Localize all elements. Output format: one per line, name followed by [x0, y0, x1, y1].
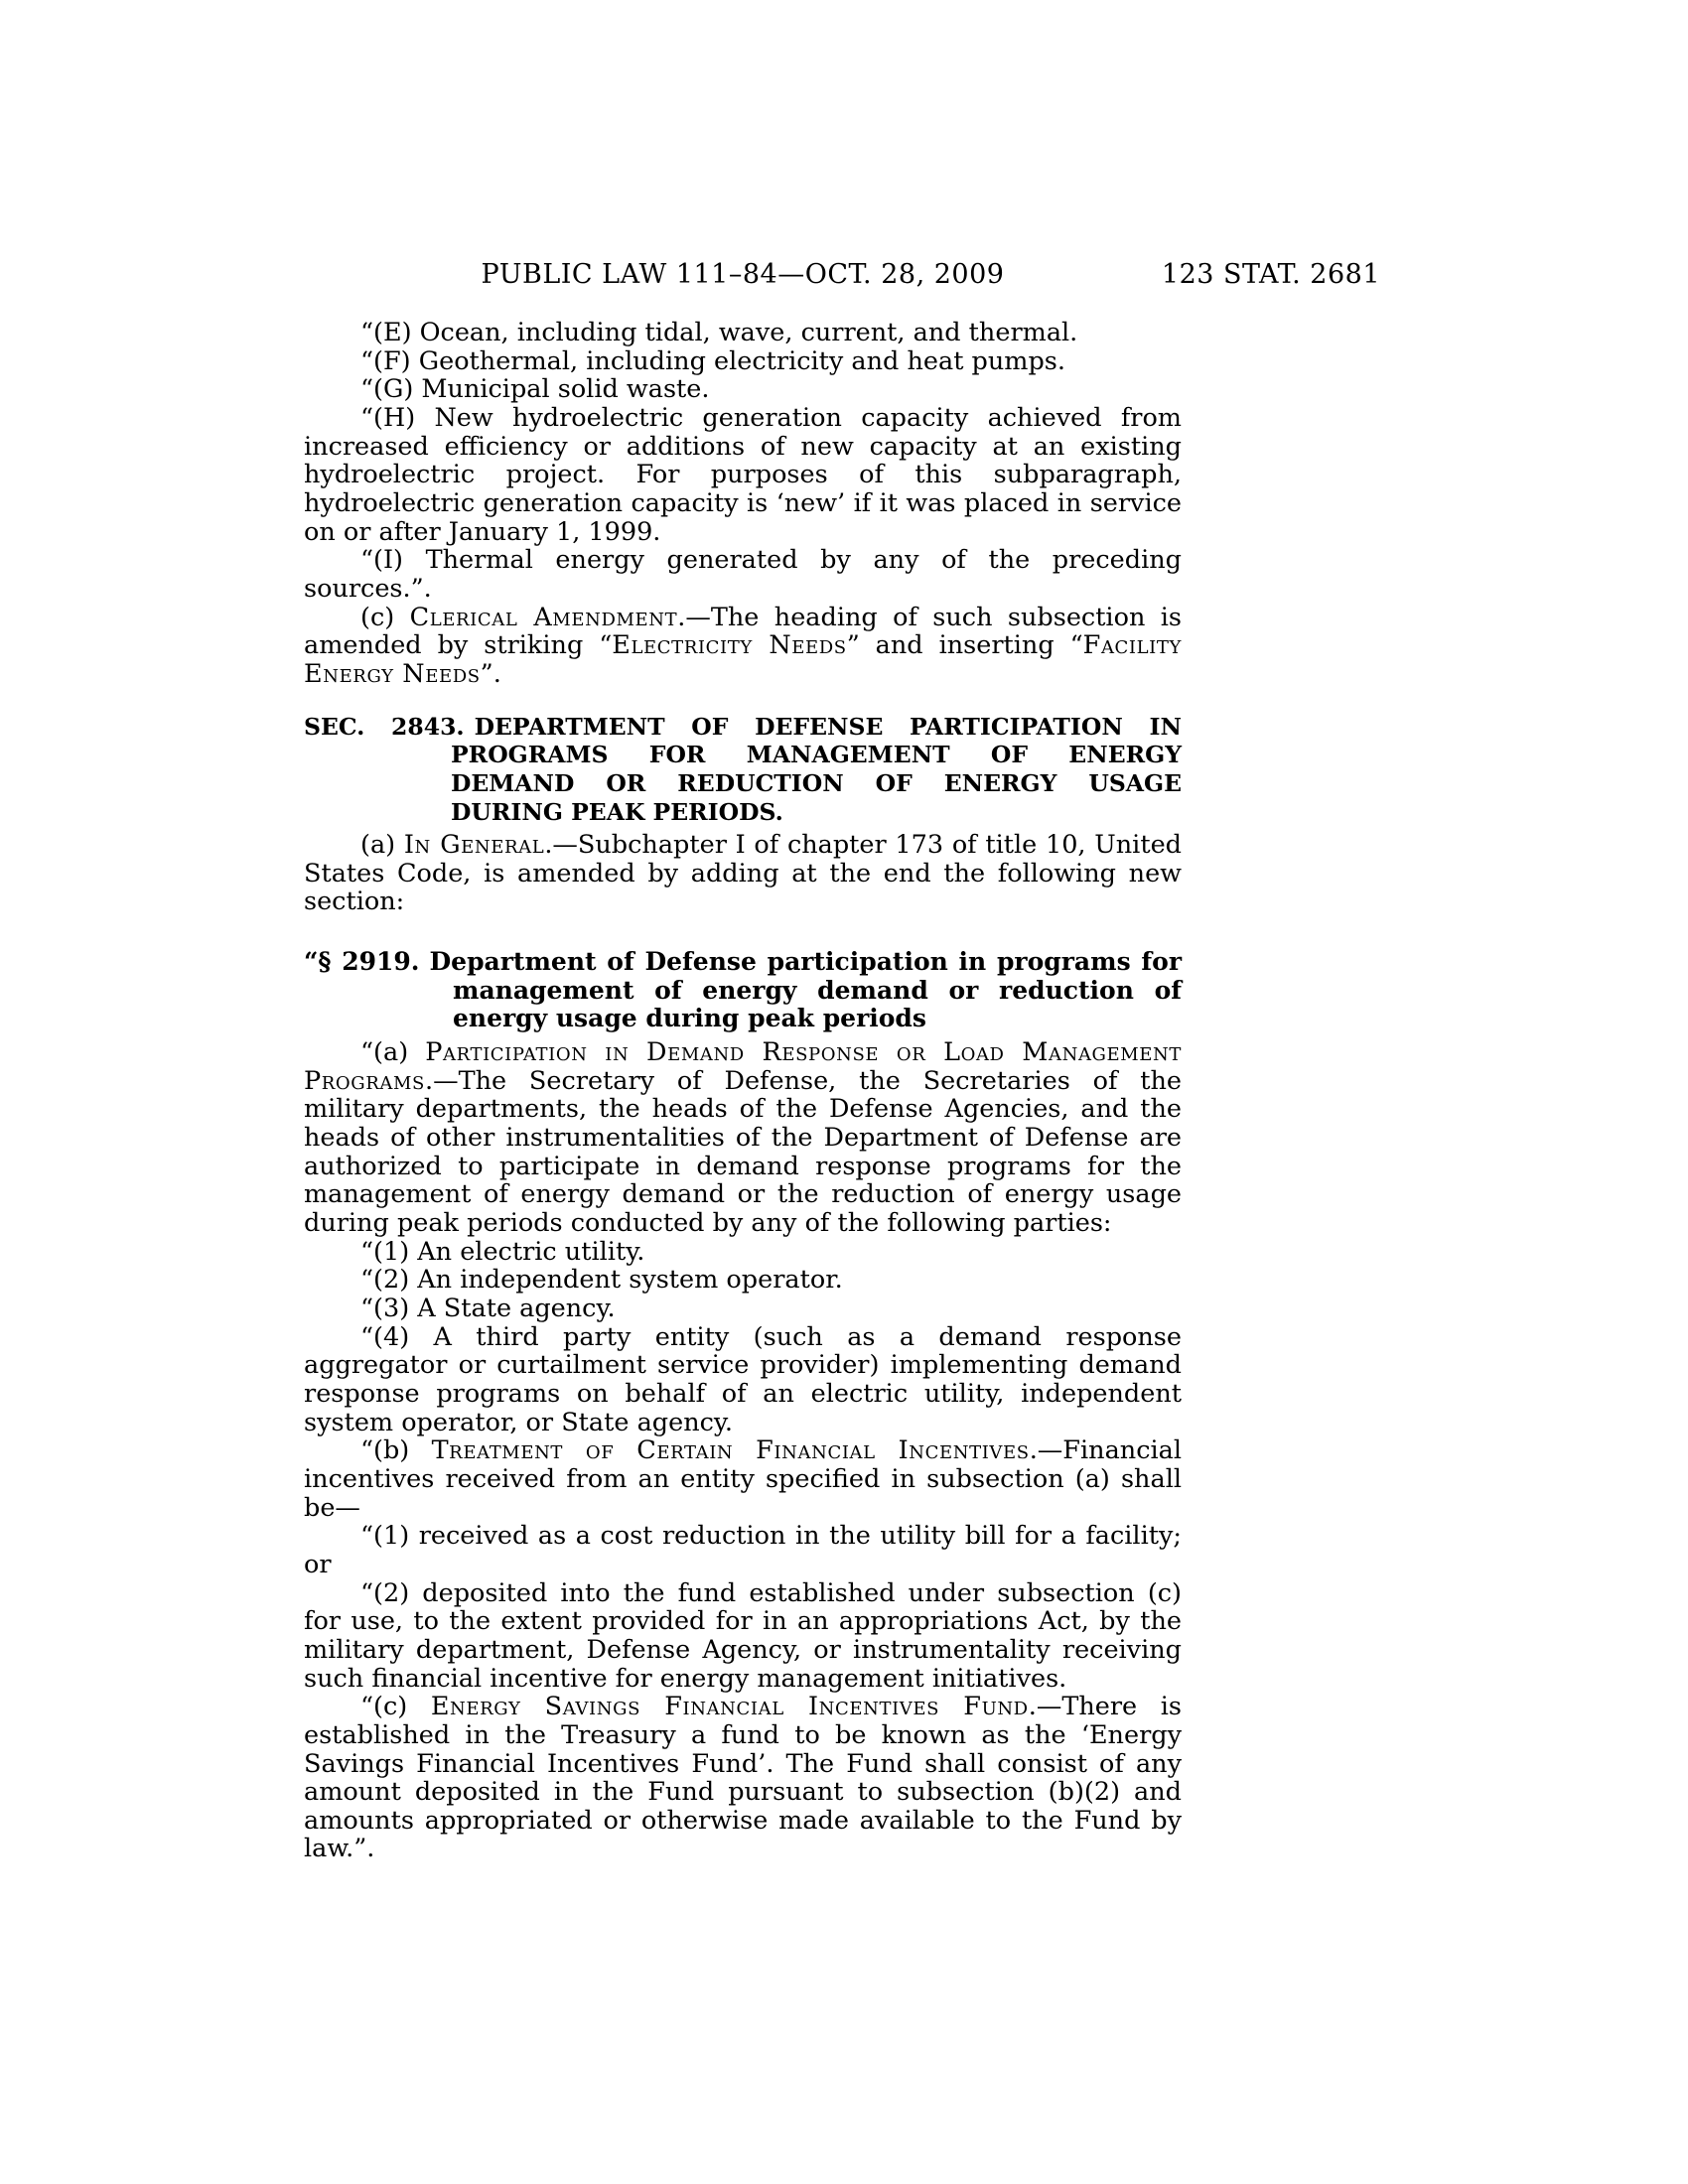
text-run: “(H) New hydroelectric generation capacity achieved from increased efficiency or additions of new capacity at an existing hydroelectric project. For purposes of this subparagraph, hydroelectric generation capacity is ‘new’ if it was placed in service on or after January 1, 1999. — [304, 402, 1182, 547]
text-run: .—Subchapter I of chapter 173 of title 10, United States Code, is amended by adding at the end the following new section: — [304, 830, 1182, 917]
heading-text: DEPARTMENT OF DEFENSE PARTICIPATION IN PROGRAMS FOR MANAGEMENT OF ENERGY DEMAND OR REDUCTION OF ENERGY USAGE DURING PEAK PERIODS. — [451, 712, 1183, 826]
text-run: “(3) A State agency. — [360, 1294, 616, 1323]
small-caps-run: Treatment of Certain Financial Incentives — [431, 1435, 1030, 1466]
text-run: “(I) Thermal energy generated by any of the preceding sources.”. — [304, 545, 1182, 604]
statute-paragraph — [304, 604, 1182, 689]
text-run: “(2) deposited into the fund established under subsection (c) for use, to the extent provided for in an appropriations Act, by the military department, Defense Agency, or instrumentality receiving such financial incentive for energy management initiatives. — [304, 1577, 1182, 1694]
small-caps-run: In General — [403, 830, 545, 861]
statute-paragraph — [304, 1522, 1182, 1578]
statute-paragraph — [304, 831, 1182, 916]
act-section-heading — [304, 713, 1182, 827]
heading-number: SEC. 2843. — [304, 712, 465, 741]
small-caps-run: Clerical Amendment — [409, 602, 678, 632]
stat-page-number: 123 STAT. 2681 — [1161, 259, 1380, 290]
text-run: “(E) Ocean, including tidal, wave, current, and thermal. — [360, 318, 1078, 347]
statute-paragraph — [304, 404, 1182, 546]
statute-paragraph — [304, 1436, 1182, 1522]
small-caps-run: Energy Savings Financial Incentives Fund — [430, 1692, 1029, 1722]
statute-paragraph — [304, 1238, 1182, 1267]
statute-paragraph — [304, 1038, 1182, 1238]
text-run: “(G) Municipal solid waste. — [360, 374, 710, 405]
page-header — [0, 260, 1688, 300]
small-caps-run: Participation in Demand Response or Load Management Programs — [304, 1037, 1183, 1096]
text-run: “(F) Geothermal, including electricity and heat pumps. — [360, 345, 1065, 376]
uscode-section-heading — [304, 948, 1182, 1033]
text-run: .—The Secretary of Defense, the Secretaries of the military departments, the heads of the Defense Agencies, and the heads of other instrumentalities of the Department of Defense are authorized to participate in demand response programs for the management of energy demand or the reduction of energy usage during peak periods conducted by any of the following parties: — [304, 1065, 1182, 1239]
statute-body — [304, 319, 1182, 1863]
statute-paragraph — [304, 1579, 1182, 1694]
statute-paragraph — [304, 1693, 1182, 1863]
text-run: .—There is established in the Treasury a fund to be known as the ‘Energy Savings Financial Incentives Fund’. The Fund shall consist of any amount deposited in the Fund pursuant to subsection (b)(2) and amounts appropriated or otherwise made available to the Fund by law.”. — [304, 1692, 1182, 1864]
statute-paragraph — [304, 375, 1182, 404]
statute-paragraph — [304, 319, 1182, 347]
statute-paragraph — [304, 1266, 1182, 1295]
small-caps-run: Facility Energy Needs — [304, 630, 1182, 689]
small-caps-run: Electricity Needs — [612, 630, 847, 661]
text-run: “(1) An electric utility. — [360, 1236, 645, 1267]
text-run: ”. — [480, 658, 501, 689]
statute-paragraph — [304, 347, 1182, 376]
statute-paragraph — [304, 1323, 1182, 1437]
heading-number: “§ 2919. — [304, 947, 420, 977]
text-run: ” and inserting “ — [846, 630, 1083, 661]
text-run: (a) — [360, 830, 404, 861]
text-run: “(2) An independent system operator. — [360, 1265, 843, 1296]
heading-text: Department of Defense participation in programs for management of energy demand or reduction of energy usage during peak periods — [429, 947, 1182, 1033]
text-run: “(b) — [360, 1435, 432, 1466]
text-run: “(1) received as a cost reduction in the utility bill for a facility; or — [304, 1521, 1182, 1579]
text-run: “(a) — [360, 1037, 426, 1068]
text-run: .—The heading of such subsection is amended by striking “ — [304, 602, 1182, 661]
text-run: .—Financial incentives received from an entity specified in subsection (a) shall be— — [304, 1435, 1182, 1523]
text-run: “(c) — [360, 1692, 431, 1722]
statute-paragraph — [304, 546, 1182, 603]
law-citation: PUBLIC LAW 111–84—OCT. 28, 2009 — [481, 259, 1005, 290]
statute-paragraph — [304, 1295, 1182, 1323]
text-run: (c) — [360, 602, 410, 632]
text-run: “(4) A third party entity (such as a demand response aggregator or curtailment service provider) implementing demand response programs on behalf of an electric utility, independent system operator, or State agency. — [304, 1321, 1182, 1437]
